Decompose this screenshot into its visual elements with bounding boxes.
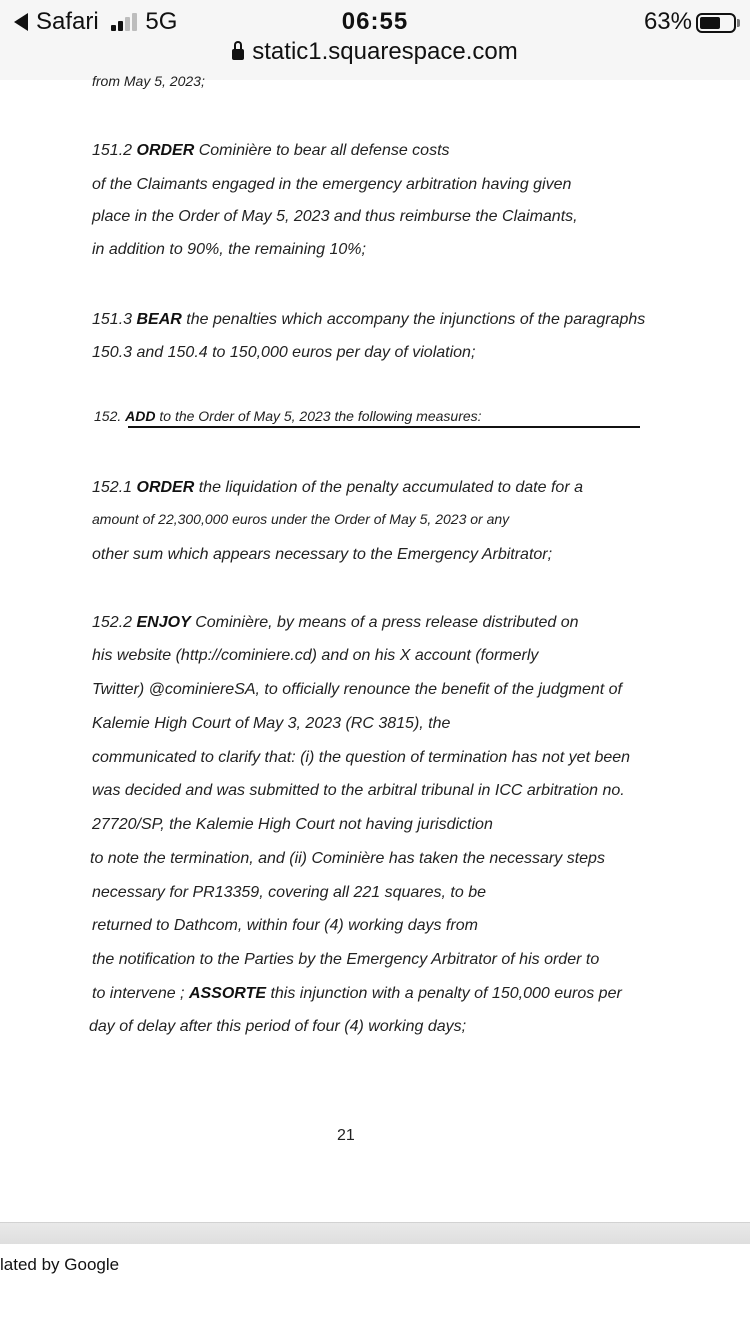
back-to-app[interactable] <box>14 8 177 38</box>
status-time: 06:55 <box>341 8 409 35</box>
cellular-signal-icon <box>111 10 139 38</box>
para-151-2-line-2: of the Claimants engaged in the emergency arbitration having given <box>92 176 572 193</box>
page-number: 21 <box>337 1127 355 1144</box>
para-152-2-line-7: 27720/SP, the Kalemie High Court not having jurisdiction <box>92 816 493 833</box>
battery-icon <box>696 13 736 33</box>
para-152-2-line-5: communicated to clarify that: (i) the question of termination has not yet been <box>92 749 631 766</box>
cut-line: from May 5, 2023; <box>92 73 205 89</box>
para-152-2-line-1: 152.2 ENJOY Cominière, by means of a press release distributed on <box>92 614 579 631</box>
para-152-2-line-4: Kalemie High Court of May 3, 2023 (RC 3815), the <box>92 715 451 732</box>
browser-top-bar <box>0 0 750 81</box>
para-152-1-line-2: amount of 22,300,000 euros under the Order of May 5, 2023 or any <box>92 511 510 527</box>
url-bar[interactable] <box>0 38 750 66</box>
lock-icon <box>232 49 244 60</box>
para-152-2-line-6: was decided and was submitted to the arbitral tribunal in ICC arbitration no. <box>92 782 625 799</box>
battery-percent: 63% <box>643 8 692 35</box>
para-152-2-line-11: the notification to the Parties by the Emergency Arbitrator of his order to <box>92 951 600 968</box>
network-type: 5G <box>145 8 178 35</box>
para-151-2-line-3: place in the Order of May 5, 2023 and thus reimburse the Claimants, <box>92 208 578 225</box>
para-151-3-line-2: 150.3 and 150.4 to 150,000 euros per day of violation; <box>92 344 476 361</box>
para-152-2-line-9: necessary for PR13359, covering all 221 squares, to be <box>92 884 487 901</box>
battery-status <box>644 8 740 36</box>
para-152-1-line-3: other sum which appears necessary to the Emergency Arbitrator; <box>92 546 553 563</box>
para-152-2-line-3: Twitter) @cominiereSA, to officially renounce the benefit of the judgment of <box>92 681 622 698</box>
back-app-label: Safari <box>36 8 99 35</box>
underline-rule <box>128 426 640 428</box>
para-152-1-line-1: 152.1 ORDER the liquidation of the penalty accumulated to date for a <box>92 479 583 496</box>
translation-footer <box>0 1244 750 1334</box>
para-151-2-line-1: 151.2 ORDER Cominière to bear all defense costs <box>92 142 450 159</box>
para-152-2-line-2: his website (http://cominiere.cd) and on his X account (formerly <box>92 647 539 664</box>
back-arrow-icon <box>14 13 28 31</box>
para-151-3-line-1: 151.3 BEAR the penalties which accompany the injunctions of the paragraphs <box>92 311 646 328</box>
para-152-2-line-12: to intervene ; ASSORTE this injunction with a penalty of 150,000 euros per <box>92 985 622 1002</box>
url-domain: static1.squarespace.com <box>252 38 518 65</box>
para-151-2-line-4: in addition to 90%, the remaining 10%; <box>92 241 366 258</box>
para-152-2-line-8: to note the termination, and (ii) Cominière has taken the necessary steps <box>90 850 605 867</box>
page-separator-bar <box>0 1222 750 1245</box>
para-152-line-1: 152. ADD to the Order of May 5, 2023 the following measures: <box>94 408 482 424</box>
para-152-2-line-13: day of delay after this period of four (4) working days; <box>89 1018 467 1035</box>
para-152-2-line-10: returned to Dathcom, within four (4) working days from <box>92 917 478 934</box>
pdf-page[interactable] <box>0 73 750 1222</box>
translated-by-label[interactable]: lated by Google <box>0 1255 120 1274</box>
